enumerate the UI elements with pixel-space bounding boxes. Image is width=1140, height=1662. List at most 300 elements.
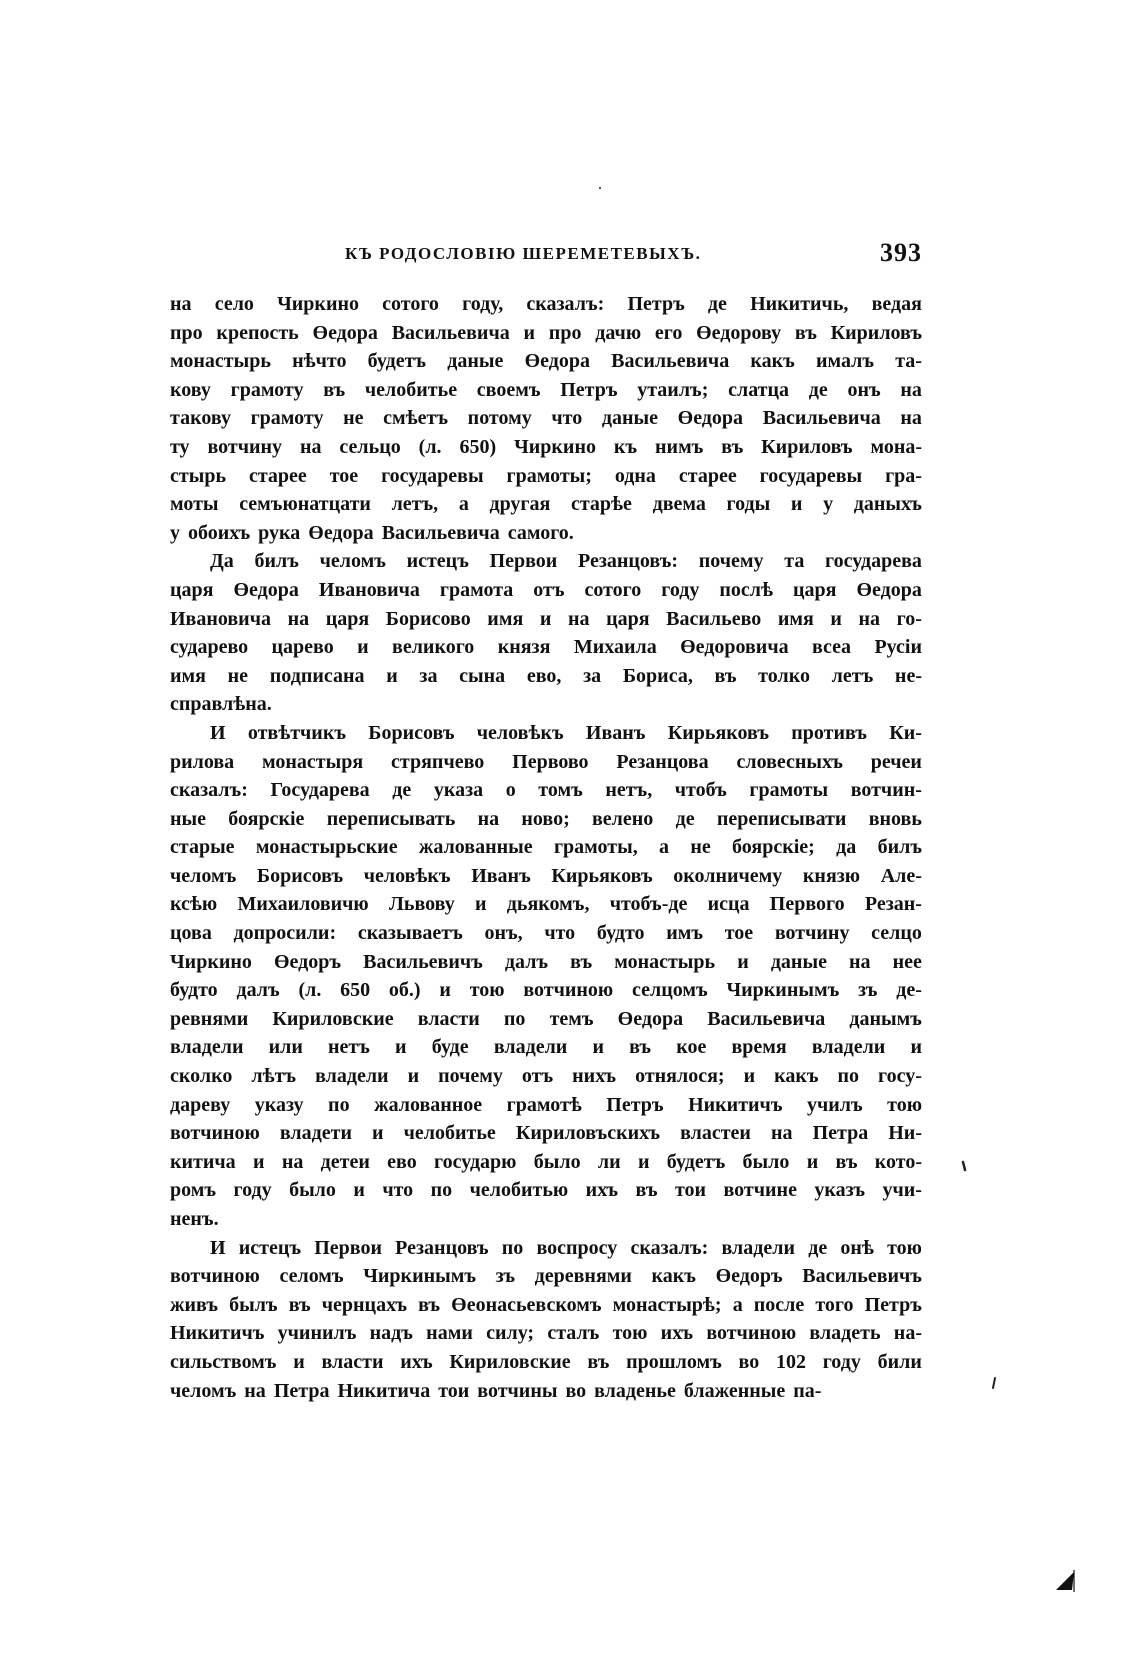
- word: одна: [614, 464, 656, 487]
- word: ту: [170, 435, 190, 458]
- word: владели: [493, 1036, 568, 1059]
- word: учинилъ: [277, 1322, 357, 1345]
- word: 650: [340, 979, 371, 1002]
- text-line: [170, 1348, 922, 1377]
- word: Кириловские: [272, 1007, 394, 1030]
- word: 650): [459, 435, 497, 458]
- word: де: [707, 293, 727, 315]
- text-line: [170, 1205, 922, 1234]
- word: владеть: [809, 1322, 881, 1345]
- word: а: [458, 493, 469, 516]
- word: Борисовъ: [256, 864, 344, 887]
- word: указа: [433, 779, 484, 802]
- word: нетъ,: [605, 779, 653, 802]
- word: нѣчто: [292, 350, 347, 373]
- word: было: [742, 1150, 790, 1173]
- word: детеи: [320, 1150, 370, 1173]
- word: зъ: [858, 979, 878, 1002]
- text-line: [170, 805, 922, 834]
- word: И: [210, 721, 226, 744]
- word: и: [386, 664, 398, 687]
- word: Никитичъ: [170, 1322, 265, 1345]
- word: на: [567, 607, 590, 630]
- word: кову: [170, 378, 211, 401]
- word: время: [731, 1036, 787, 1059]
- word: Васильевичъ: [363, 950, 483, 973]
- word: грамоты,: [553, 836, 638, 859]
- word: государевы: [381, 464, 484, 487]
- word: челомъ: [170, 1379, 237, 1402]
- word: вотчиною: [523, 979, 614, 1002]
- word: справлѣна.: [170, 693, 272, 716]
- text-line: [170, 1005, 922, 1034]
- word: зъ: [495, 1265, 515, 1288]
- word: челомъ: [319, 550, 386, 573]
- word: Борисово: [385, 607, 471, 630]
- word: боярскіе: [228, 807, 305, 830]
- word: живъ: [170, 1293, 218, 1316]
- word: дьякомъ,: [506, 893, 590, 916]
- text-line: [170, 1062, 922, 1091]
- word: онъ,: [484, 922, 523, 945]
- word: Резанцовъ:: [578, 550, 679, 573]
- word: имъ: [666, 922, 704, 945]
- word: даные: [447, 350, 504, 373]
- word: противъ: [791, 721, 867, 744]
- word: Өедоръ: [273, 950, 342, 973]
- word: отнялося;: [635, 1065, 725, 1088]
- word: и: [372, 1122, 384, 1145]
- word: утаилъ;: [637, 378, 709, 401]
- word: послѣ: [719, 578, 774, 601]
- word: и: [523, 321, 536, 344]
- word: та-: [895, 350, 922, 373]
- word: какъ: [750, 350, 795, 373]
- word: Але-: [880, 864, 922, 887]
- word: лѣтъ: [251, 1065, 297, 1088]
- word: Өедора: [677, 407, 744, 430]
- text-line: [170, 1319, 922, 1348]
- word: о: [505, 779, 516, 802]
- text-line: [170, 376, 922, 405]
- word: указу: [254, 1093, 304, 1116]
- word: Никитичъ: [688, 1093, 783, 1116]
- word: ихъ: [660, 1322, 694, 1345]
- word: и: [439, 979, 451, 1002]
- word: Васильевича: [611, 350, 730, 373]
- word: Ни-: [888, 1122, 922, 1145]
- word: Никитича: [337, 1379, 431, 1402]
- word: дачю: [595, 321, 642, 344]
- word: (л.: [418, 435, 442, 458]
- word: стряпчево: [391, 750, 485, 773]
- word: об.): [388, 979, 421, 1002]
- word: царя: [793, 578, 837, 601]
- word: сказалъ:: [526, 293, 605, 315]
- word: нами: [426, 1322, 473, 1345]
- word: и: [737, 950, 749, 973]
- word: тою: [887, 1236, 922, 1259]
- word: да: [836, 836, 857, 859]
- word: и: [407, 1065, 420, 1088]
- word: переписывать: [326, 807, 456, 830]
- word: Өедора: [233, 578, 299, 601]
- word: китича: [170, 1150, 236, 1173]
- word: учи-: [882, 1179, 922, 1202]
- word: у: [823, 493, 834, 516]
- word: даныхъ: [853, 493, 922, 516]
- word: Васильевича: [707, 1007, 826, 1030]
- word: деревнями: [534, 1265, 632, 1288]
- word: сотого: [382, 293, 439, 315]
- text-line: [170, 319, 922, 348]
- word: Васильево: [666, 607, 762, 630]
- word: и: [252, 1150, 265, 1173]
- word: двема: [652, 493, 706, 516]
- word: Первого: [769, 893, 845, 916]
- word: жалованное: [374, 1093, 483, 1116]
- word: было: [289, 1179, 336, 1202]
- word: владели: [811, 1036, 886, 1059]
- word: что: [544, 922, 576, 945]
- word: владети: [279, 1122, 352, 1145]
- word: Кириловские: [449, 1350, 571, 1373]
- word: надъ: [369, 1322, 413, 1345]
- word: по: [837, 1065, 860, 1088]
- word: тою: [469, 979, 505, 1002]
- text-line: [170, 404, 922, 433]
- word: царя: [606, 607, 650, 630]
- word: Кириловъ: [830, 321, 922, 344]
- word: де: [808, 1236, 828, 1259]
- word: его: [654, 321, 683, 344]
- word: чтобъ-де: [609, 893, 688, 916]
- word: Кириловъ: [761, 435, 853, 458]
- word: монастырь: [170, 350, 271, 373]
- word: сына: [459, 664, 506, 687]
- word: силу;: [486, 1322, 535, 1345]
- word: чернцахъ: [321, 1293, 407, 1316]
- word: въ: [629, 1036, 652, 1059]
- word: государю: [434, 1150, 517, 1173]
- word: ненъ.: [170, 1208, 219, 1230]
- word: Первово: [512, 750, 589, 773]
- word: сказалъ:: [170, 779, 248, 802]
- word: въ: [635, 1179, 658, 1202]
- word: Өедоръ: [715, 1265, 783, 1288]
- word: велено: [592, 807, 654, 830]
- text-line: [170, 290, 922, 319]
- word: допросили:: [233, 922, 337, 945]
- word: году: [233, 1179, 272, 1202]
- word: Иванъ: [471, 864, 531, 887]
- word: и: [790, 493, 803, 516]
- text-line: [170, 547, 922, 576]
- word: Васильевичъ: [802, 1265, 922, 1288]
- word: нихъ: [572, 1065, 617, 1088]
- word: и: [395, 1036, 407, 1059]
- paragraph: [170, 547, 922, 719]
- word: го-: [896, 607, 922, 630]
- word: Кириловъскихъ: [515, 1122, 661, 1145]
- word: Резанцовъ: [395, 1236, 489, 1259]
- word: ведая: [871, 293, 922, 315]
- word: царя: [325, 607, 370, 630]
- word: грамоты;: [506, 464, 592, 487]
- word: Бориса,: [622, 664, 693, 687]
- word: селомъ: [279, 1265, 344, 1288]
- word: ли: [597, 1150, 621, 1173]
- text-line: [170, 1091, 922, 1120]
- word: и: [474, 893, 487, 916]
- word: въ: [835, 1150, 858, 1173]
- word: Петръ: [627, 293, 685, 315]
- word: И: [210, 1236, 226, 1259]
- word: не-: [894, 664, 922, 687]
- word: былъ: [229, 1293, 278, 1316]
- word: на: [849, 950, 871, 973]
- word: селцо: [871, 922, 922, 945]
- word: далъ: [236, 979, 280, 1002]
- word: году: [822, 1350, 861, 1373]
- word: Борисовъ: [368, 721, 455, 744]
- word: тое: [329, 464, 359, 487]
- word: потому: [467, 407, 532, 430]
- text-line: [170, 748, 922, 777]
- word: Васильевича: [381, 521, 500, 544]
- word: владели: [315, 1065, 389, 1088]
- word: на: [900, 407, 922, 430]
- word: что: [551, 407, 583, 430]
- word: какъ: [774, 1065, 819, 1088]
- text-line: [170, 919, 922, 948]
- word: вновь: [868, 807, 922, 830]
- word: билъ: [254, 550, 299, 573]
- word: гра-: [885, 464, 922, 487]
- word: году: [661, 578, 700, 601]
- word: челобитье: [403, 1122, 496, 1145]
- word: после: [753, 1293, 805, 1316]
- word: цова: [170, 922, 212, 945]
- word: имя: [777, 607, 814, 630]
- text-line: [170, 1262, 922, 1291]
- text-line: [170, 719, 922, 748]
- word: монастыря: [262, 750, 364, 773]
- word: Михаиловичю: [237, 893, 369, 916]
- word: отъ: [533, 578, 565, 601]
- word: сталъ: [547, 1322, 600, 1345]
- word: и: [293, 1350, 305, 1373]
- word: ные: [170, 807, 207, 830]
- word: владели: [170, 1036, 244, 1059]
- word: вотчиною: [170, 1122, 260, 1145]
- word: въ: [587, 1350, 610, 1373]
- word: летъ: [831, 664, 874, 687]
- word: на: [287, 607, 310, 630]
- word: указъ: [814, 1179, 865, 1202]
- running-head: КЪ РОДОСЛОВІЮ ШЕРЕМЕТЕВЫХЪ.: [345, 244, 702, 263]
- text-line: [170, 890, 922, 919]
- word: и: [806, 1150, 819, 1173]
- word: старые: [170, 836, 235, 859]
- word: Да: [210, 550, 234, 573]
- word: Государева: [270, 779, 370, 802]
- word: грамоты: [749, 779, 829, 802]
- word: владели: [721, 1236, 796, 1259]
- word: крепость: [216, 321, 299, 344]
- word: старѣе: [570, 493, 632, 516]
- word: Резанцова: [616, 750, 709, 773]
- word: за: [419, 664, 438, 687]
- word: жалованные: [418, 836, 533, 859]
- word: слатца: [728, 378, 790, 401]
- word: другая: [489, 493, 551, 516]
- word: тои: [438, 1379, 470, 1402]
- word: переписывати: [716, 807, 847, 830]
- word: Чиркинымъ: [726, 979, 840, 1002]
- word: темъ: [549, 1007, 594, 1030]
- word: Кирьяковъ: [551, 864, 653, 887]
- word: даные: [770, 950, 827, 973]
- word: толко: [758, 664, 810, 687]
- text-line: [170, 1234, 922, 1263]
- word: монастырѣ;: [612, 1293, 722, 1316]
- word: стырь: [170, 464, 227, 487]
- text-line: [170, 862, 922, 891]
- word: человѣкъ: [363, 864, 451, 887]
- word: Петръ: [864, 1293, 922, 1316]
- word: Өедора: [308, 521, 374, 544]
- word: Өедоровича: [680, 636, 789, 659]
- speck-top: [599, 187, 601, 189]
- word: самого.: [507, 521, 574, 544]
- word: прошломъ: [626, 1350, 722, 1373]
- word: рилова: [170, 750, 235, 773]
- word: на: [771, 1122, 793, 1145]
- word: моты: [170, 493, 219, 516]
- word: и: [357, 636, 369, 659]
- word: годы: [726, 493, 771, 516]
- word: онъ: [847, 378, 881, 401]
- word: какъ: [651, 1265, 696, 1288]
- word: вотчины: [477, 1379, 558, 1402]
- word: 102: [775, 1350, 806, 1373]
- word: истецъ: [238, 1236, 302, 1259]
- word: сказалъ:: [630, 1236, 709, 1259]
- word: Кирьяковъ: [667, 721, 769, 744]
- speck-right-1: [963, 1162, 965, 1170]
- word: и: [743, 1065, 756, 1088]
- word: по: [430, 1179, 453, 1202]
- word: власти: [417, 1007, 480, 1030]
- word: Петръ: [606, 1093, 664, 1116]
- word: въ: [323, 378, 346, 401]
- word: во: [565, 1379, 587, 1402]
- word: госу-: [878, 1065, 922, 1088]
- word: или: [268, 1036, 303, 1059]
- word: монастырь: [614, 950, 716, 973]
- word: речеи: [870, 750, 922, 773]
- word: Никитичь,: [750, 293, 849, 315]
- word: кото-: [874, 1150, 922, 1173]
- word: сильствомъ: [170, 1350, 277, 1373]
- word: про: [170, 321, 203, 344]
- word: село: [214, 293, 254, 315]
- word: Өеонасьевскомъ: [451, 1293, 602, 1316]
- word: ихъ: [400, 1350, 433, 1373]
- text-line: [170, 576, 922, 605]
- word: нее: [892, 950, 922, 973]
- word: дареву: [170, 1093, 231, 1116]
- word: князю: [802, 864, 861, 887]
- word: челомъ: [170, 864, 237, 887]
- text-line: [170, 662, 922, 691]
- word: Чиркино: [514, 435, 596, 458]
- word: тою: [887, 1093, 922, 1116]
- word: великого: [392, 636, 475, 659]
- word: ново;: [521, 807, 570, 830]
- word: Өедора: [617, 1007, 684, 1030]
- word: сударево: [170, 636, 249, 659]
- word: своемъ: [476, 378, 541, 401]
- word: грамотѣ: [506, 1093, 582, 1116]
- word: челобитье: [364, 378, 458, 401]
- word: билъ: [877, 836, 922, 859]
- word: такову: [170, 407, 231, 430]
- word: ихъ: [585, 1179, 619, 1202]
- text-line: [170, 1176, 922, 1205]
- word: тою: [612, 1322, 648, 1345]
- word: сколко: [170, 1065, 233, 1088]
- word: Чиркино: [170, 950, 252, 973]
- word: Өедора: [856, 578, 922, 601]
- word: у: [170, 521, 180, 544]
- text-line: [170, 462, 922, 491]
- word: а: [659, 836, 670, 859]
- word: селцомъ: [632, 979, 708, 1002]
- word: на: [477, 807, 500, 830]
- text-line: [170, 976, 922, 1005]
- word: къ: [613, 435, 638, 458]
- text-line: [170, 633, 922, 662]
- word: государевы: [759, 464, 863, 487]
- word: на: [281, 1150, 304, 1173]
- word: вотчину: [774, 922, 850, 945]
- text-line: [170, 948, 922, 977]
- word: исца: [707, 893, 750, 916]
- word: человѣкъ: [476, 721, 564, 744]
- text-line: [170, 347, 922, 376]
- word: данымъ: [849, 1007, 922, 1030]
- word: въ: [418, 1293, 441, 1316]
- word: Чиркино: [277, 293, 359, 315]
- word: старее: [678, 464, 737, 487]
- word: училъ: [806, 1093, 863, 1116]
- word: владенье: [594, 1379, 676, 1402]
- word: смѣетъ: [383, 407, 449, 430]
- word: Чиркинымъ: [363, 1265, 477, 1288]
- word: грамоту: [230, 378, 304, 401]
- word: и: [637, 1150, 650, 1173]
- word: тои: [674, 1179, 707, 1202]
- text-line: [170, 433, 922, 462]
- word: вотчиною: [170, 1265, 260, 1288]
- word: отвѣтчикъ: [247, 721, 347, 744]
- word: Петра: [812, 1122, 869, 1145]
- word: ималъ: [815, 350, 875, 373]
- word: даные: [601, 407, 658, 430]
- word: Ивановича: [318, 578, 420, 601]
